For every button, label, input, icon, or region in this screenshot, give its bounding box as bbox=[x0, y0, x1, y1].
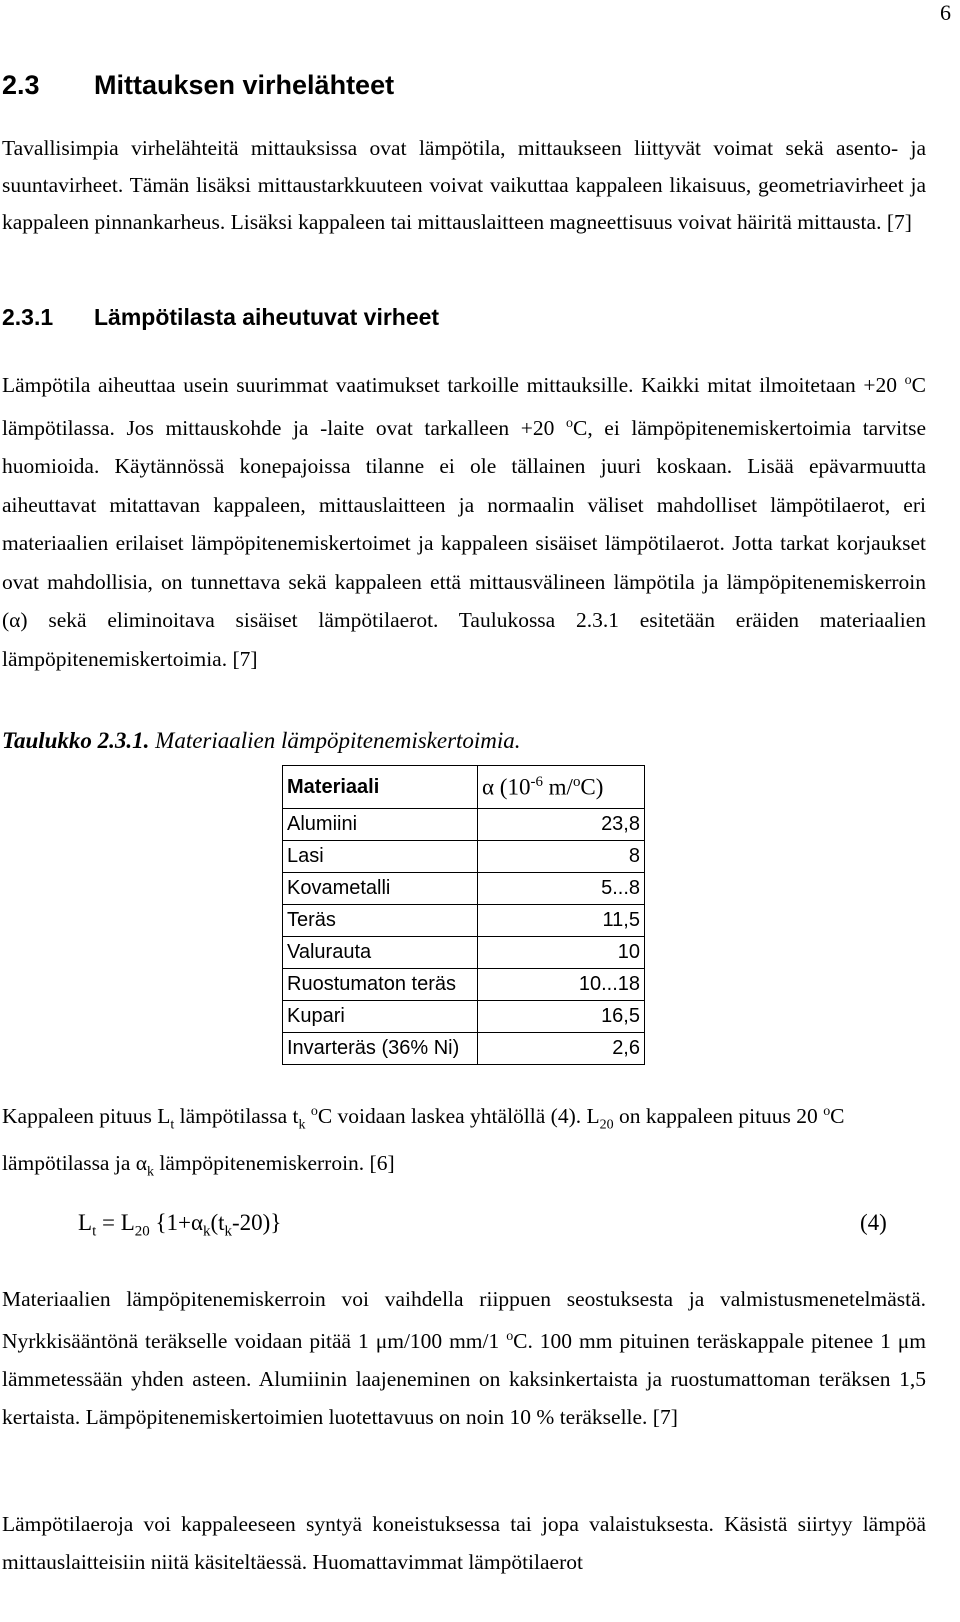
table-caption-label: Taulukko 2.3.1. bbox=[2, 728, 150, 753]
table-row bbox=[283, 1033, 645, 1065]
section-heading bbox=[2, 70, 394, 101]
table-row bbox=[283, 937, 645, 969]
cell-material: Valurauta bbox=[283, 937, 478, 969]
cell-material: Alumiini bbox=[283, 809, 478, 841]
final-paragraph: Lämpötilaeroja voi kappaleeseen syntyä koneistuksessa tai jopa valaistuksesta. Käsistä siirtyy lämpöä mittauslaitteisiin niitä käsiteltäessä. Huomattavimmat lämpötilaerot bbox=[2, 1512, 926, 1574]
subsection-title: Lämpötilasta aiheutuvat virheet bbox=[94, 304, 440, 330]
cell-value: 2,6 bbox=[478, 1033, 645, 1065]
cell-value: 5...8 bbox=[478, 873, 645, 905]
header-alpha: α ($10^{-6}$ m/$^o$C) bbox=[478, 766, 645, 809]
table-row bbox=[283, 809, 645, 841]
section-number: 2.3 bbox=[2, 70, 40, 100]
cell-material: Invarteräs (36% Ni) bbox=[283, 1033, 478, 1065]
materials-table bbox=[282, 765, 645, 1065]
header-material: Materiaali bbox=[283, 766, 478, 809]
section-paragraph: Tavallisimpia virhelähteitä mittauksissa ovat lämpötila, mittaukseen liittyvät voimat sekä asento- ja suuntavirheet. Tämän lisäksi mittaustarkkuuteen voivat vaikuttaa kappaleen likaisuus, geometriavirheet ja kappaleen pinnankarheus. Lisäksi kappaleen tai mittauslaitteen magneettisuus voivat häiritä mittausta. [7] bbox=[2, 136, 926, 234]
cell-material: Lasi bbox=[283, 841, 478, 873]
cell-value: 10...18 bbox=[478, 969, 645, 1001]
cell-material: Teräs bbox=[283, 905, 478, 937]
table-row bbox=[283, 873, 645, 905]
coefficient-paragraph: Materiaalien lämpöpitenemiskerroin voi vaihdella riippuen seostuksesta ja valmistusmenetelmästä. Nyrkkisääntönä teräkselle voidaan pitää 1 μm/100 mm/1 $^o$C. 100 mm pituinen teräskappale pitenee 1 μm lämmetessään yhden asteen. Alumiinin laajeneminen on kaksinkertaista ja ruostumattoman teräksen 1,5 kertaista. Lämpöpitenemiskertoimien luotettavuus on noin 10 % teräkselle. [7] bbox=[2, 1287, 927, 1430]
table-row bbox=[283, 905, 645, 937]
cell-value: 23,8 bbox=[478, 809, 645, 841]
cell-material: Kupari bbox=[283, 1001, 478, 1033]
cell-value: 8 bbox=[478, 841, 645, 873]
cell-material: Ruostumaton teräs bbox=[283, 969, 478, 1001]
temperature-paragraph: Lämpötila aiheuttaa usein suurimmat vaatimukset tarkoille mittauksille. Kaikki mitat ilmoitetaan +20 $^o$C lämpötilassa. Jos mittauskohde ja -laite ovat tarkalleen +20 $^o$C, ei lämpöpitenemiskertoimia tarvitse huomioida. Käytännössä konepajoissa tilanne ei ole tällainen juuri koskaan. Lisää epävarmuutta aiheuttavat mitattavan kappaleen, mittauslaitteen ja normaalin väliset mahdolliset lämpötilaerot, eri materiaalien erilaiset lämpöpitenemiskertoimet ja kappaleen sisäiset lämpötilaerot. Jotta tarkat korjaukset ovat mahdollisia, on tunnettava sekä kappaleen että mittausvälineen lämpötila ja lämpöpitenemiskerroin (α) sekä eliminoitava sisäiset lämpötilaerot. Taulukossa 2.3.1 esitetään eräiden materiaalien lämpöpitenemiskertoimia. [7] bbox=[2, 373, 926, 671]
table-row bbox=[283, 969, 645, 1001]
section-title: Mittauksen virhelähteet bbox=[94, 70, 395, 100]
table-caption bbox=[2, 728, 521, 754]
table-row bbox=[283, 841, 645, 873]
cell-value: 16,5 bbox=[478, 1001, 645, 1033]
table-caption-text: Materiaalien lämpöpitenemiskertoimia. bbox=[149, 728, 521, 753]
subsection-heading bbox=[2, 304, 439, 331]
equation-number: (4) bbox=[860, 1210, 887, 1235]
cell-value: 11,5 bbox=[478, 905, 645, 937]
equation: $L_t = L_{20}$ $\{1+\alpha_k(t_k-20)\}$ bbox=[78, 1210, 282, 1240]
table-header-row bbox=[283, 766, 645, 809]
page-number: 6 bbox=[940, 0, 951, 25]
table-row bbox=[283, 1001, 645, 1033]
cell-value: 10 bbox=[478, 937, 645, 969]
length-paragraph: Kappaleen pituus $L_t$ lämpötilassa $t_k$ $^o$C voidaan laskea yhtälöllä (4). $L_{20}$ on kappaleen pituus 20 $^o$C lämpötilassa ja $\alpha_k$ lämpöpitenemiskerroin. [6] bbox=[2, 1104, 845, 1180]
subsection-number: 2.3.1 bbox=[2, 304, 54, 330]
cell-material: Kovametalli bbox=[283, 873, 478, 905]
